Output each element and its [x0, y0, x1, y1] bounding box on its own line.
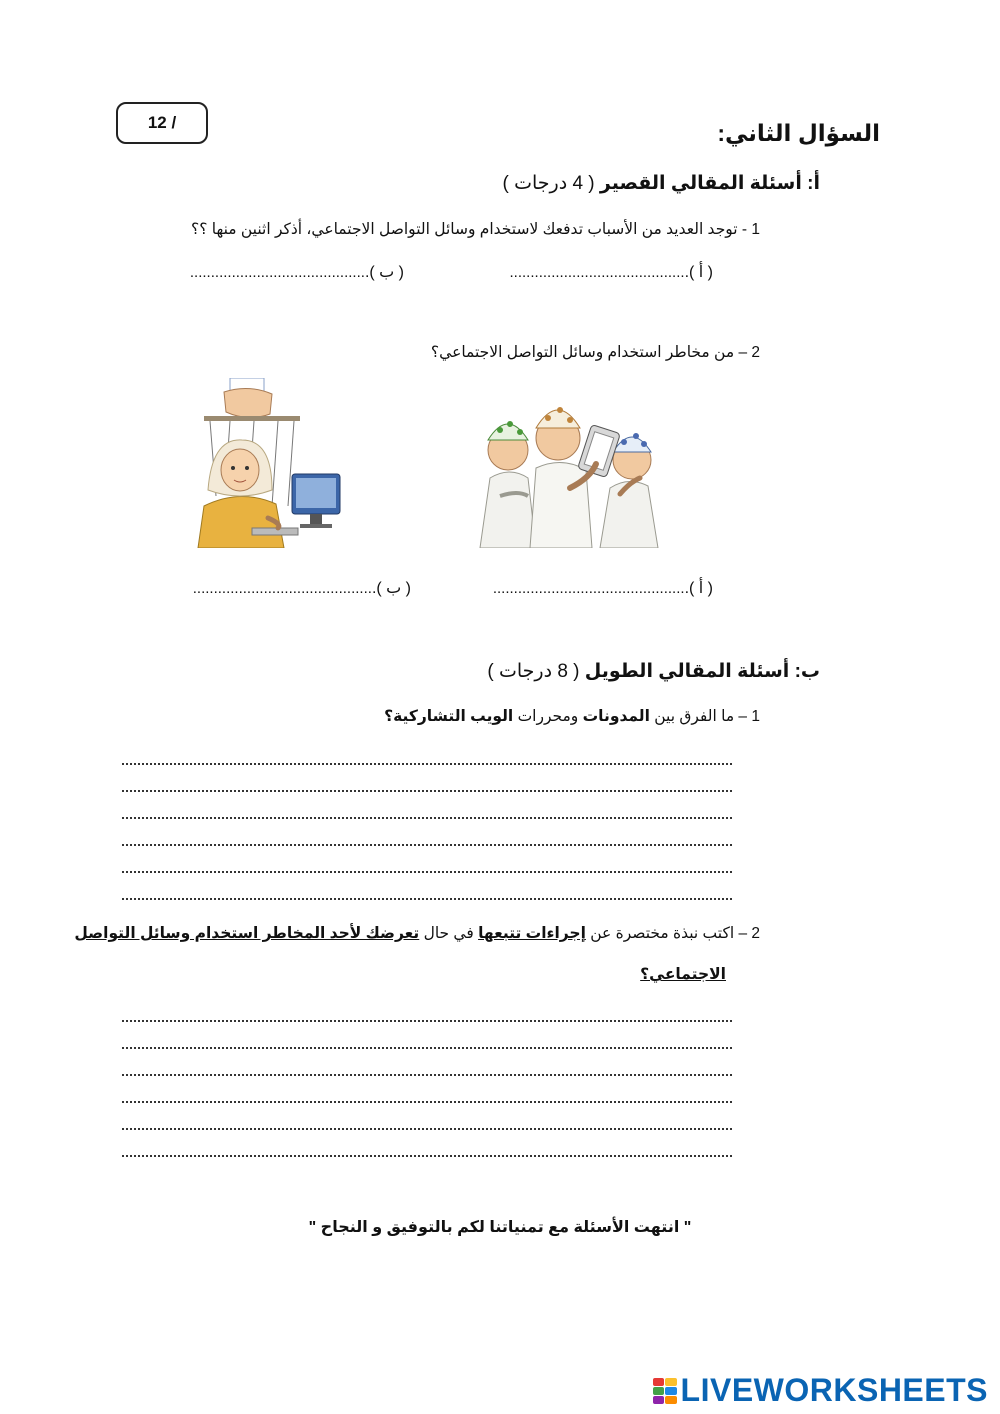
term-wikis: الويب التشاركية؟ — [384, 708, 514, 725]
question-a1: 1 - توجد العديد من الأسباب تدفعك لاستخدام وسائل التواصل الاجتماعي، أذكر اثنين منها ؟؟ — [190, 221, 760, 238]
term-blogs: المدونات — [582, 708, 650, 725]
answer-a1-b — [190, 262, 404, 282]
answer-line[interactable] — [122, 789, 732, 792]
closing-note-text: " انتهت الأسئلة مع تمنياتنا لكم بالتوفيق و النجاح " — [308, 1219, 692, 1236]
question-b1-middle: ومحررات — [517, 708, 579, 725]
answer-dots[interactable]: .......................................... — [509, 264, 685, 281]
question-b2-prefix: 2 – اكتب نبذة مختصرة عن — [590, 925, 760, 942]
answer-a2-b — [193, 578, 411, 598]
closing-note — [0, 1217, 1000, 1237]
answer-line[interactable] — [122, 843, 732, 846]
section-a-heading — [503, 172, 821, 195]
question-b2 — [74, 924, 760, 943]
image-boys-tablet — [470, 378, 682, 548]
answer-line[interactable] — [122, 1019, 732, 1022]
answer-a2-a — [493, 578, 713, 598]
risk-term: تعرضك لأحد المخاطر استخدام وسائل التواصل — [74, 925, 420, 942]
section-a-degrees: ( 4 درجات ) — [502, 173, 595, 194]
answer-line[interactable] — [122, 897, 732, 900]
answer-line[interactable] — [122, 1073, 732, 1076]
question-b1-prefix: 1 – ما الفرق بين — [654, 708, 760, 725]
question-b1 — [384, 707, 760, 726]
answer-label-b: ( ب ). — [364, 264, 404, 281]
question-a2: 2 – من مخاطر استخدام وسائل التواصل الاجتماعي؟ — [430, 344, 760, 361]
section-a-title: أ: أسئلة المقالي القصير — [599, 173, 820, 194]
image-girl-puppet — [168, 378, 372, 548]
liveworksheets-icon — [653, 1378, 677, 1404]
answer-line[interactable] — [122, 1154, 732, 1157]
section-b-degrees: ( 8 درجات ) — [487, 661, 580, 682]
answer-line[interactable] — [122, 1100, 732, 1103]
answer-line[interactable] — [122, 1127, 732, 1130]
answer-dots[interactable]: .............................................. — [492, 580, 685, 597]
section-b-heading — [487, 660, 820, 683]
girl-puppet-illustration — [168, 378, 372, 548]
answer-line[interactable] — [122, 762, 732, 765]
score-box — [116, 102, 208, 144]
brand-name: LIVEWORKSHEETS — [680, 1372, 988, 1408]
answer-a1-a — [510, 262, 713, 282]
answer-dots[interactable]: ........................................... — [192, 580, 372, 597]
answer-label-b: ( ب ). — [371, 580, 411, 597]
answer-line[interactable] — [122, 816, 732, 819]
answer-label-a: ( أ ). — [684, 580, 713, 597]
section-b-title: ب: أسئلة المقالي الطويل — [584, 661, 820, 682]
score-value: 12 / — [147, 113, 177, 132]
procedures-term: إجراءات تتبعها — [478, 925, 586, 942]
question-b2-middle: في حال — [423, 925, 474, 942]
page-title: السؤال الثاني: — [717, 120, 880, 146]
answer-line[interactable] — [122, 870, 732, 873]
brand-logo[interactable] — [653, 1372, 988, 1409]
answer-dots[interactable]: .......................................... — [189, 264, 365, 281]
answer-label-a: ( أ ). — [684, 264, 713, 281]
question-b2-line2 — [640, 965, 726, 984]
boys-tablet-illustration — [470, 378, 682, 548]
social-term: الاجتماعي؟ — [640, 966, 726, 983]
answer-line[interactable] — [122, 1046, 732, 1049]
